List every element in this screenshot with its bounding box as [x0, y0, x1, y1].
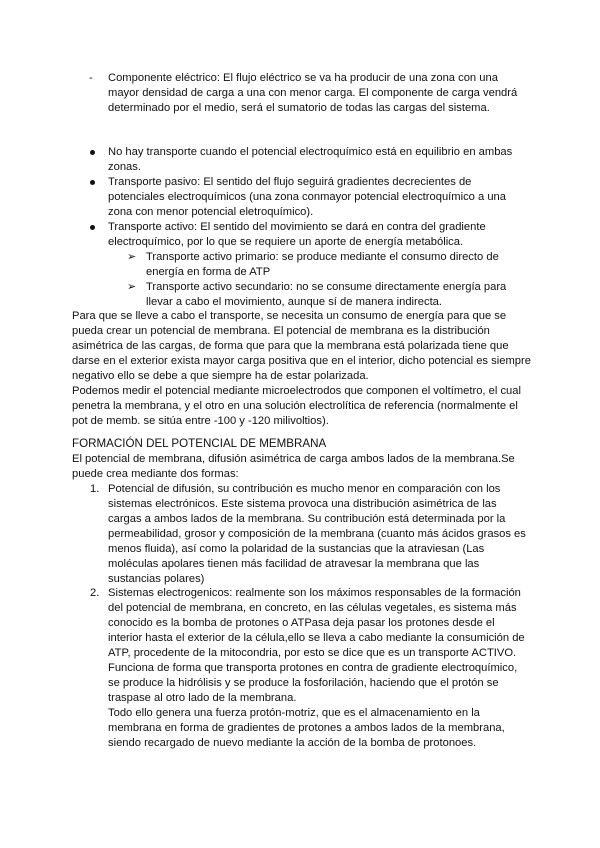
text-line: Transporte activo: El sentido del movimiento se dará en contra del gradiente [108, 221, 486, 233]
dash-marker: - [89, 72, 93, 84]
text-line: El potencial de membrana, difusión asimétrica de carga ambos lados de la membrana.Se [72, 453, 515, 465]
text-line: sistemas electrónicos. Este sistema provoca una distribución asimétrica de las [108, 498, 497, 510]
text-line: Para que se lleve a cabo el transporte, se necesita un consumo de energía para que se [72, 310, 507, 322]
list-number: 2. [90, 587, 100, 599]
text-line: zonas. [108, 161, 141, 173]
text-line: puede crea mediante dos formas: [72, 468, 239, 480]
text-line: sustancias polares) [108, 573, 205, 585]
text-line: permeabilidad, grosor y composición de la membrana (cuanto más ácidos grasos es [108, 528, 526, 540]
text-line: darse en el exterior exista mayor carga positiva que en el interior, dicho potencial es siempre [72, 355, 531, 367]
text-line: Funciona de forma que transporta protones en contra de gradiente electroquímico, [108, 662, 518, 674]
text-line: penetra la membrana, y el otro en una solución electrolítica de referencia (normalmente el [72, 400, 518, 412]
text-line: potenciales electroquímicos (una zona conmayor potencial electroquímico a una [108, 191, 507, 203]
text-line: se produce la hidrólisis y se produce la fosforilación, haciendo que el protón se [108, 677, 499, 689]
bullet-dot-icon [90, 225, 95, 230]
text-line: Sistemas electrogenicos: realmente son los máximos responsables de la formación [108, 587, 521, 599]
text-line: Transporte activo primario: se produce mediante el consumo directo de [146, 251, 499, 263]
text-line: determinado por el medio, será el sumatorio de todas las cargas del sistema. [108, 102, 490, 114]
list-number: 1. [90, 483, 100, 495]
text-line: No hay transporte cuando el potencial electroquímico está en equilibrio en ambas [108, 146, 513, 158]
bullet-dot-icon [90, 180, 95, 185]
text-line: electroquímico, por lo que se requiere un aporte de energía metabólica. [108, 236, 464, 248]
arrow-bullet-icon: ➢ [127, 251, 137, 263]
text-line: del potencial de membrana, en concreto, en las células vegetales, es sistema más [108, 602, 517, 614]
text-line: menos fluida), así como la polaridad de la sustancias que la atraviesan (Las [108, 543, 485, 555]
text-line: llevar a cabo el movimiento, aunque sí de manera indirecta. [146, 296, 443, 308]
text-line: pueda crear un potencial de membrana. El potencial de membrana es la distribución [72, 325, 490, 337]
text-line: energía en forma de ATP [146, 266, 271, 278]
text-line: Podemos medir el potencial mediante microelectrodos que componen el voltímetro, el cual [72, 385, 521, 397]
text-line: zona con menor potencial eletroquímico). [108, 206, 314, 218]
text-line: mayor densidad de carga a una con menor carga. El componente de carga vendrá [108, 87, 518, 99]
text-line: Componente eléctrico: El flujo eléctrico se va ha producir de una zona con una [108, 72, 498, 84]
text-line: Todo ello genera una fuerza protón-motriz, que es el almacenamiento en la [108, 707, 480, 719]
text-line: Potencial de difusión, su contribución es mucho menor en comparación con los [108, 483, 501, 495]
text-line: cargas a ambos lados de la membrana. Su contribución está determinada por la [108, 513, 506, 525]
text-line: interior hasta el exterior de la célula,ello se lleva a cabo mediante la consumición de [108, 632, 525, 644]
text-line: ATP, procedente de la mitocondria, por esto se dice que es un transporte ACTIVO. [108, 647, 517, 659]
text-line: asimétrica de las cargas, de forma que para que la membrana está polarizada tiene que [72, 340, 509, 352]
text-line: pot de memb. se sitúa entre -100 y -120 milivoltios). [72, 415, 329, 427]
text-line: moléculas apolares tienen más facilidad de atravesar la membrana que las [108, 558, 480, 570]
text-line: Transporte activo secundario: no se consume directamente energía para [146, 281, 507, 293]
text-line: traspase al otro lado de la membrana. [108, 692, 297, 704]
bullet-dot-icon [90, 150, 95, 155]
text-line: conocido es la bomba de protones o ATPasa deja pasar los protones desde el [108, 617, 495, 629]
text-line: membrana en forma de gradientes de protones a ambos lados de la membrana, [108, 722, 505, 734]
text-line: Transporte pasivo: El sentido del flujo seguirá gradientes decrecientes de [108, 176, 472, 188]
text-line: siendo recargado de nuevo mediante la acción de la bomba de protonoes. [108, 737, 477, 749]
section-heading: FORMACIÓN DEL POTENCIAL DE MEMBRANA [72, 437, 327, 450]
text-line: negativo ello se debe a que siempre ha de estar polarizada. [72, 370, 369, 382]
arrow-bullet-icon: ➢ [127, 281, 137, 293]
